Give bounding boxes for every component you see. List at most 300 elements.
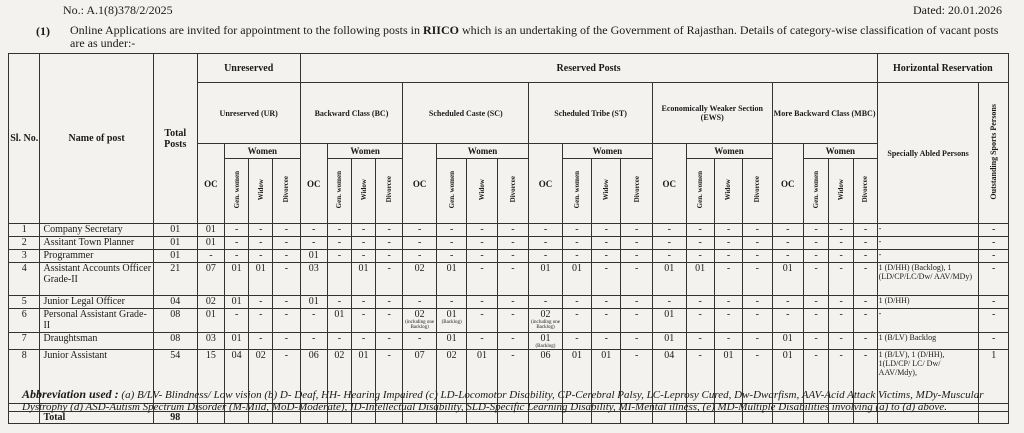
cell-value-text: -	[337, 296, 342, 307]
cell-value	[403, 296, 437, 309]
cell-value-text: -	[814, 333, 818, 344]
empty-cell	[197, 412, 224, 424]
cell-value	[436, 309, 466, 333]
women-header: Women	[686, 144, 772, 159]
cell-total: 54	[153, 350, 197, 404]
gen-women-label: Gen. women	[335, 170, 344, 209]
cell-value	[529, 333, 563, 350]
cell-value	[772, 296, 803, 309]
cell-value-text: -	[449, 237, 454, 248]
cell-value-text: 15	[205, 350, 216, 361]
cell-value-text: 01	[358, 350, 369, 361]
cell-value	[686, 333, 714, 350]
cell-value-text: -	[312, 224, 316, 235]
women-header: Women	[436, 144, 528, 159]
abbreviations-text: (a) B/LV- Blindness/ Low vision (b) D- Deaf, HH- Hearing Impaired (c) LD-Locomotor Disability, CP-Cerebral Palsy, LC-Leprosy Cured, Dw-Dwarfism, AAV-Acid Attack Victims, MDy-Muscular Dystrophy (d) ASD-Autism Spectrum Disorder (M-Mild, MoD-Moderate), ID-Intellectual Disability, SLD-Specific Learning Disability, MI-Mental illness, (e) MD-Multiple Disabilities involving (a) to (d) above.	[22, 389, 984, 413]
cell-value-text: 01	[723, 350, 734, 361]
cell-post-name: Assistant Accounts Officer Grade-II	[40, 263, 153, 296]
cell-value	[772, 250, 803, 263]
cell-value-text: -	[417, 296, 422, 307]
cell-post-name: Company Secretary	[40, 224, 153, 237]
reserved-header: Reserved Posts	[300, 54, 877, 83]
cell-total: 01	[153, 224, 197, 237]
cell-value-text: -	[726, 309, 731, 320]
cell-value	[436, 237, 466, 250]
cell-value	[562, 224, 591, 237]
divorcee-header	[743, 159, 772, 224]
cell-value-text: -	[863, 250, 868, 261]
divorcee-label: Divorcee	[753, 176, 762, 203]
cell-value-text: -	[786, 224, 790, 235]
cell-value-text: 01	[477, 350, 488, 361]
cell-value-text: -	[387, 263, 391, 274]
cell-value-text: -	[449, 250, 454, 261]
cell-value-text: -	[839, 263, 843, 274]
empty-cell	[497, 412, 528, 424]
cell-value	[652, 250, 686, 263]
cell-value	[376, 224, 403, 237]
cell-value	[327, 263, 351, 296]
cell-value-text: -	[337, 237, 342, 248]
cell-value	[273, 333, 300, 350]
cell-value-text: 02	[414, 263, 425, 274]
st-header: Scheduled Tribe (ST)	[529, 83, 653, 144]
cell-value-text: -	[755, 350, 759, 361]
cell-value	[197, 309, 224, 333]
cell-value-text: -	[259, 250, 263, 261]
cell-value	[743, 237, 772, 250]
cell-sl-no: 7	[9, 333, 40, 350]
divorcee-label: Divorcee	[385, 176, 394, 203]
cell-value	[829, 296, 854, 309]
total-label: Total	[40, 412, 153, 424]
cell-value	[714, 309, 742, 333]
cell-value-text: 02	[205, 296, 216, 307]
cell-value	[249, 237, 273, 250]
cell-value	[327, 309, 351, 333]
cell-value-text: 03	[308, 263, 319, 274]
cell-value-text: -	[361, 224, 366, 235]
cell-value	[652, 263, 686, 296]
cell-value-text: 07	[414, 350, 425, 361]
cell-value-text: -	[698, 224, 702, 235]
cell-value-text: -	[667, 237, 671, 248]
empty-cell	[436, 412, 466, 424]
cell-value	[743, 263, 772, 296]
cell-value-text: -	[284, 333, 289, 344]
cell-value	[273, 250, 300, 263]
cell-sports: -	[979, 224, 1009, 237]
cell-value-text: -	[480, 250, 484, 261]
widow-label: Widow	[602, 178, 611, 201]
cell-value	[300, 333, 327, 350]
cell-value-text: -	[575, 224, 579, 235]
cell-value	[803, 296, 828, 309]
women-header: Women	[327, 144, 403, 159]
cell-value	[621, 309, 652, 333]
cell-value	[376, 333, 403, 350]
empty-cell	[621, 412, 652, 424]
cell-sl-no: 8	[9, 350, 40, 404]
cell-value	[529, 296, 563, 309]
cell-value	[686, 263, 714, 296]
cell-value-text: -	[863, 224, 868, 235]
cell-value-text: -	[667, 250, 671, 261]
cell-value-text: -	[543, 250, 548, 261]
widow-header	[592, 159, 621, 224]
cell-value	[529, 309, 563, 333]
cell-value-text: -	[604, 333, 608, 344]
cell-value-text: -	[511, 333, 515, 344]
cell-value-text: -	[284, 350, 289, 361]
cell-value-text: -	[863, 296, 868, 307]
empty-cell	[854, 412, 877, 424]
empty-cell	[877, 412, 979, 424]
cell-value-text: -	[839, 224, 843, 235]
cell-value	[436, 263, 466, 296]
cell-value-text: -	[234, 309, 239, 320]
empty-cell	[979, 412, 1009, 424]
cell-value	[351, 296, 375, 309]
widow-header	[829, 159, 854, 224]
cell-value	[652, 309, 686, 333]
cell-value-text: -	[863, 309, 868, 320]
cell-value-text: -	[726, 237, 731, 248]
cell-value	[621, 250, 652, 263]
cell-value	[376, 296, 403, 309]
cell-value-text: -	[337, 224, 342, 235]
empty-cell	[592, 412, 621, 424]
cell-specially-abled: -	[877, 237, 979, 250]
cell-value-text: 04	[231, 350, 242, 361]
cell-value-text: -	[863, 263, 868, 274]
empty-cell	[249, 412, 273, 424]
cell-value	[562, 309, 591, 333]
empty-cell	[829, 412, 854, 424]
divorcee-header	[273, 159, 300, 224]
cell-specially-abled: 1 (B/LV), 1 (D/HH), 1(LD/CP/ LC/ Dw/ AAV/Mdy),	[877, 350, 979, 404]
cell-value	[686, 250, 714, 263]
cell-value	[686, 237, 714, 250]
cell-value	[403, 250, 437, 263]
cell-value-text: -	[635, 237, 639, 248]
cell-value	[497, 237, 528, 250]
widow-label: Widow	[478, 178, 487, 201]
cell-value	[403, 333, 437, 350]
cell-value-text: -	[635, 250, 639, 261]
cell-value-text: -	[511, 350, 515, 361]
cell-value	[652, 333, 686, 350]
cell-value	[376, 237, 403, 250]
cell-value-text: -	[814, 237, 818, 248]
cell-value-text: -	[698, 296, 702, 307]
cell-value-text: -	[698, 237, 702, 248]
cell-value-text: 01	[664, 263, 675, 274]
cell-value-text: -	[387, 250, 391, 261]
widow-label: Widow	[256, 178, 265, 201]
cell-value-text: -	[449, 224, 454, 235]
cell-value-text: 02	[334, 350, 345, 361]
cell-value-text: -	[839, 250, 843, 261]
cell-value	[803, 263, 828, 296]
cell-value-text: -	[480, 333, 484, 344]
cell-value-text: 01	[782, 263, 793, 274]
divorcee-header	[621, 159, 652, 224]
cell-value-text: 06	[540, 350, 551, 361]
cell-value	[273, 309, 300, 333]
cell-value	[351, 333, 375, 350]
cell-value	[743, 250, 772, 263]
sports-header-label: Outstanding Sports Persons	[989, 104, 999, 200]
oc-header: OC	[300, 144, 327, 224]
cell-value-text: 01	[231, 296, 242, 307]
empty-cell	[803, 412, 828, 424]
ur-header: Unreserved (UR)	[197, 83, 300, 144]
empty-cell	[714, 412, 742, 424]
cell-value-text: -	[259, 309, 263, 320]
cell-value-text: -	[480, 309, 484, 320]
cell-note: (including one Backlog)	[405, 320, 435, 330]
cell-value-text: -	[511, 224, 515, 235]
cell-value-text: -	[417, 224, 422, 235]
cell-sports: -	[979, 333, 1009, 350]
cell-total: 21	[153, 263, 197, 296]
cell-value	[772, 224, 803, 237]
intro-text-before: Online Applications are invited for appointment to the following posts in	[70, 23, 423, 37]
cell-value	[529, 237, 563, 250]
total-row	[9, 412, 1009, 424]
cell-value	[300, 250, 327, 263]
cell-value	[562, 237, 591, 250]
cell-post-name: Junior Assistant	[40, 350, 153, 404]
cell-value-text: -	[726, 296, 731, 307]
gen-women-header	[436, 159, 466, 224]
cell-sports: -	[979, 250, 1009, 263]
cell-value	[686, 224, 714, 237]
cell-value-text: -	[604, 237, 608, 248]
cell-post-name: Assitant Town Planner	[40, 237, 153, 250]
widow-label: Widow	[837, 178, 846, 201]
cell-value-text: -	[726, 263, 731, 274]
cell-value-text: 01	[205, 224, 216, 235]
cell-value-text: -	[755, 296, 759, 307]
cell-value	[562, 263, 591, 296]
cell-value	[621, 237, 652, 250]
cell-value	[467, 309, 497, 333]
cell-value	[225, 333, 249, 350]
cell-value	[351, 224, 375, 237]
cell-value-text: 01	[571, 350, 582, 361]
cell-specially-abled: 1 (B/LV) Backlog	[877, 333, 979, 350]
empty-cell	[403, 412, 437, 424]
cell-value-text: -	[449, 296, 454, 307]
cell-value	[592, 263, 621, 296]
cell-value	[403, 224, 437, 237]
women-header: Women	[225, 144, 301, 159]
women-header: Women	[803, 144, 877, 159]
divorcee-label: Divorcee	[632, 176, 641, 203]
cell-value-text: -	[814, 296, 818, 307]
cell-value	[803, 224, 828, 237]
cell-value-text: -	[387, 237, 391, 248]
cell-value	[467, 224, 497, 237]
cell-value-text: -	[667, 224, 671, 235]
cell-value	[772, 333, 803, 350]
cell-value-text: -	[786, 309, 790, 320]
gen-women-label: Gen. women	[696, 170, 705, 209]
cell-value	[197, 333, 224, 350]
cell-value	[743, 296, 772, 309]
cell-value-text: -	[575, 237, 579, 248]
cell-total: 01	[153, 250, 197, 263]
cell-value	[621, 333, 652, 350]
cell-value	[249, 333, 273, 350]
divorcee-label: Divorcee	[282, 176, 291, 203]
cell-value-text: 01	[601, 350, 612, 361]
cell-value	[403, 237, 437, 250]
cell-value-text: -	[417, 237, 422, 248]
cell-value-text: -	[480, 263, 484, 274]
oc-header: OC	[772, 144, 803, 224]
cell-value	[225, 263, 249, 296]
cell-value	[225, 250, 249, 263]
cell-value	[652, 296, 686, 309]
empty-cell	[467, 412, 497, 424]
cell-value	[686, 296, 714, 309]
cell-sl-no: 5	[9, 296, 40, 309]
cell-value	[249, 263, 273, 296]
cell-total: 04	[153, 296, 197, 309]
empty-cell	[772, 412, 803, 424]
cell-value-text: -	[839, 333, 843, 344]
cell-value-text: -	[863, 333, 868, 344]
cell-value-text: -	[604, 296, 608, 307]
gen-women-label: Gen. women	[232, 170, 241, 209]
cell-value	[497, 309, 528, 333]
cell-value	[497, 333, 528, 350]
empty-cell	[9, 412, 40, 424]
cell-value-text: -	[284, 250, 289, 261]
cell-value-text: -	[234, 250, 239, 261]
cell-value	[803, 237, 828, 250]
cell-value	[743, 309, 772, 333]
cell-value-text: 01	[205, 309, 216, 320]
cell-total: 08	[153, 333, 197, 350]
cell-value	[714, 333, 742, 350]
cell-value	[854, 263, 877, 296]
cell-value	[376, 263, 403, 296]
cell-value-text: -	[667, 296, 671, 307]
cell-value	[621, 224, 652, 237]
cell-value	[351, 263, 375, 296]
cell-value-text: -	[698, 250, 702, 261]
cell-post-name: Junior Legal Officer	[40, 296, 153, 309]
gen-women-label: Gen. women	[812, 170, 821, 209]
cell-value-text: -	[387, 309, 391, 320]
cell-value-text: 01	[231, 263, 242, 274]
cell-value-text: -	[698, 350, 702, 361]
cell-value	[436, 224, 466, 237]
specially-abled-header: Specially Abled Persons	[877, 83, 979, 224]
cell-value-text: 01	[308, 250, 319, 261]
cell-value-text: -	[312, 237, 316, 248]
gen-women-header	[225, 159, 249, 224]
cell-value	[803, 250, 828, 263]
cell-value	[854, 333, 877, 350]
cell-value-text: -	[604, 224, 608, 235]
cell-value-text: 06	[308, 350, 319, 361]
cell-value-text: 01	[695, 263, 706, 274]
cell-value	[592, 296, 621, 309]
cell-value-text: 01	[446, 309, 457, 320]
cell-value-text: -	[839, 296, 843, 307]
col-sl-no: Sl. No.	[9, 54, 40, 224]
cell-value	[497, 263, 528, 296]
cell-value	[351, 309, 375, 333]
cell-value-text: -	[361, 296, 366, 307]
cell-value-text: -	[786, 296, 790, 307]
widow-header	[714, 159, 742, 224]
cell-value	[467, 333, 497, 350]
cell-value-text: -	[635, 333, 639, 344]
cell-value	[854, 250, 877, 263]
cell-value	[273, 263, 300, 296]
cell-total: 08	[153, 309, 197, 333]
cell-value-text: 02	[414, 309, 425, 320]
cell-value-text: 01	[782, 333, 793, 344]
cell-value-text: -	[387, 296, 391, 307]
cell-value-text: 01	[308, 296, 319, 307]
cell-value-text: 02	[540, 309, 551, 320]
cell-specially-abled: 1 (D/HH) (Backlog), 1 (LD/CP/LC/Dw/ AAV/MDy)	[877, 263, 979, 296]
divorcee-header	[497, 159, 528, 224]
cell-sports: -	[979, 296, 1009, 309]
abbreviations-label: Abbreviation used :	[22, 387, 119, 401]
date: Dated: 20.01.2026	[913, 3, 1002, 17]
cell-value	[273, 296, 300, 309]
cell-value	[327, 237, 351, 250]
cell-value-text: 01	[231, 333, 242, 344]
cell-value	[436, 250, 466, 263]
cell-value-text: -	[480, 224, 484, 235]
cell-value-text: 04	[664, 350, 675, 361]
cell-value	[829, 224, 854, 237]
cell-specially-abled: -	[877, 250, 979, 263]
cell-value-text: -	[635, 350, 639, 361]
cell-value-text: -	[635, 309, 639, 320]
cell-value	[327, 333, 351, 350]
cell-value	[529, 250, 563, 263]
cell-value-text: -	[387, 333, 391, 344]
cell-sports: -	[979, 309, 1009, 333]
cell-note: (Backlog)	[441, 320, 462, 325]
cell-value-text: -	[814, 350, 818, 361]
cell-value-text: -	[604, 250, 608, 261]
cell-value-text: -	[543, 237, 548, 248]
cell-sl-no: 6	[9, 309, 40, 333]
empty-cell	[351, 412, 375, 424]
cell-value-text: -	[361, 237, 366, 248]
cell-value-text: -	[284, 237, 289, 248]
cell-value-text: 01	[446, 263, 457, 274]
cell-value-text: -	[726, 333, 731, 344]
cell-value-text: -	[259, 224, 263, 235]
cell-value-text: -	[839, 350, 843, 361]
cell-value	[829, 250, 854, 263]
cell-value	[592, 237, 621, 250]
cell-value	[529, 263, 563, 296]
cell-value-text: -	[361, 309, 366, 320]
